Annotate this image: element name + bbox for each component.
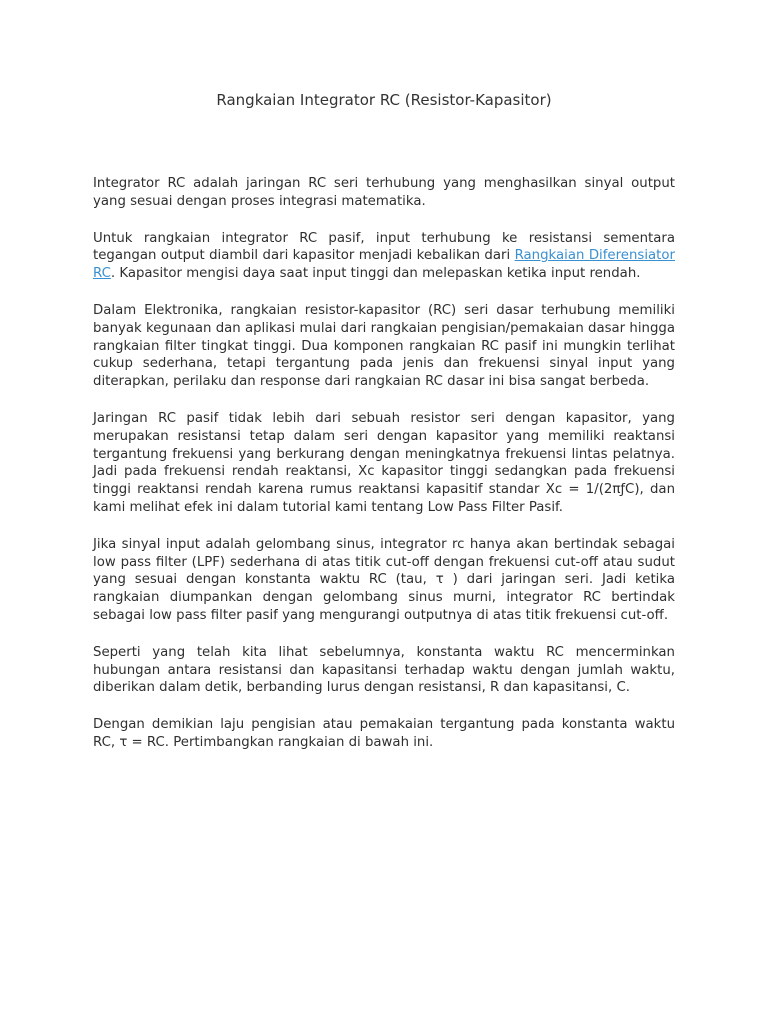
paragraph-2 <box>93 230 675 283</box>
document-body <box>93 175 675 771</box>
paragraph-4: Jaringan RC pasif tidak lebih dari sebuah resistor seri dengan kapasitor, yang merupakan resistansi tetap dalam seri dengan kapasitor yang memiliki reaktansi tergantung frekuensi yang berkurang dengan meningkatnya frekuensi lintas pelatnya. Jadi pada frekuensi rendah reaktansi, Xc kapasitor tinggi sedangkan pada frekuensi tinggi reaktansi rendah karena rumus reaktansi kapasitif standar Xc = 1/(2πƒC), dan kami melihat efek ini dalam tutorial kami tentang Low Pass Filter Pasif. <box>93 410 675 515</box>
paragraph-7: Dengan demikian laju pengisian atau pemakaian tergantung pada konstanta waktu RC, τ = RC. Pertimbangkan rangkaian di bawah ini. <box>93 717 675 750</box>
paragraph-6: Seperti yang telah kita lihat sebelumnya, konstanta waktu RC mencerminkan hubungan antara resistansi dan kapasitansi terhadap waktu dengan jumlah waktu, diberikan dalam detik, berbanding lurus dengan resistansi, R dan kapasitansi, C. <box>93 644 675 696</box>
paragraph-2-text: Untuk rangkaian integrator RC pasif, input terhubung ke resistansi sementara tegangan output diambil dari kapasitor menjadi kebalikan dari <box>93 230 675 264</box>
paragraph-3: Dalam Elektronika, rangkaian resistor-kapasitor (RC) seri dasar terhubung memiliki banyak kegunaan dan aplikasi mulai dari rangkaian pengisian/pemakaian dasar hingga rangkaian filter tingkat tinggi. Dua komponen rangkaian RC pasif ini mungkin terlihat cukup sederhana, tetapi tergantung pada jenis dan frekuensi sinyal input yang diterapkan, perilaku dan response dari rangkaian RC dasar ini bisa sangat berbeda. <box>93 302 675 390</box>
paragraph-2-tail: . Kapasitor mengisi daya saat input tinggi dan melepaskan ketika input rendah. <box>110 266 641 282</box>
paragraph-1: Integrator RC adalah jaringan RC seri terhubung yang menghasilkan sinyal output yang sesuai dengan proses integrasi matematika. <box>93 176 675 209</box>
differentiator-link[interactable]: Rangkaian Diferensiator RC <box>93 248 675 282</box>
paragraph-5: Jika sinyal input adalah gelombang sinus, integrator rc hanya akan bertindak sebagai low pass filter (LPF) sederhana di atas titik cut-off dengan frekuensi cut-off atau sudut yang sesuai dengan konstanta waktu RC (tau, τ ) dari jaringan seri. Jadi ketika rangkaian diumpankan dengan gelombang sinus murni, integrator RC bertindak sebagai low pass filter pasif yang mengurangi outputnya di atas titik frekuensi cut-off. <box>93 536 675 623</box>
document-title: Rangkaian Integrator RC (Resistor-Kapasitor) <box>216 91 552 109</box>
